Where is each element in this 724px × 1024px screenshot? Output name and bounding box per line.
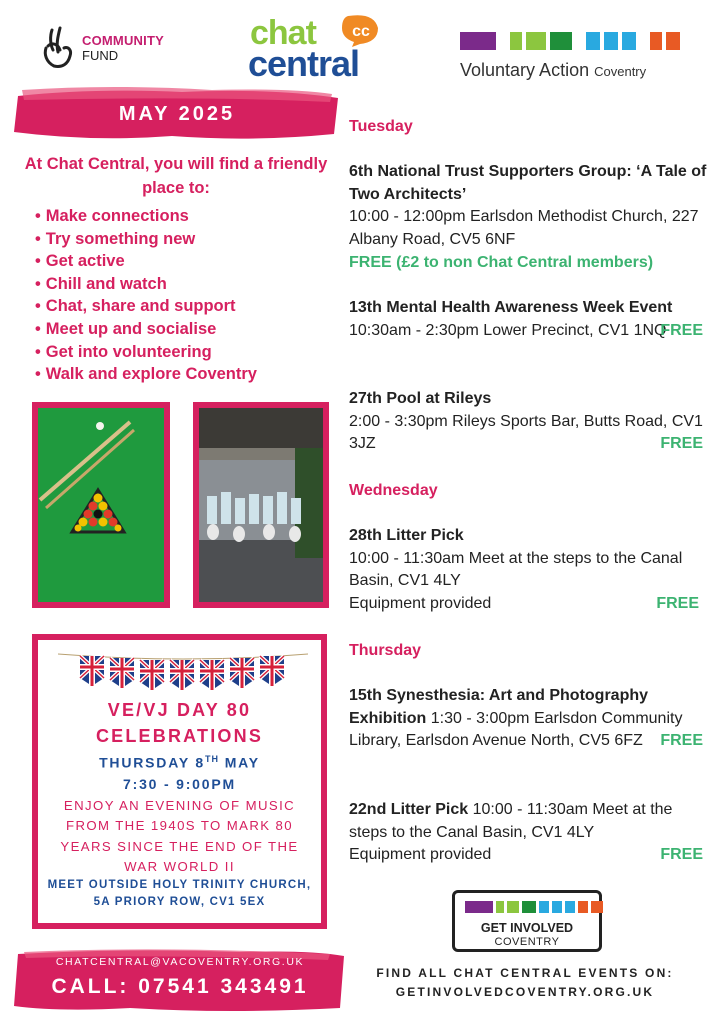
list-item: • Walk and explore Coventry [35, 363, 328, 386]
event-pool [349, 388, 707, 456]
ve-day-subtitle: CELEBRATIONS [95, 726, 264, 746]
get-involved-logo [452, 890, 602, 952]
chat-central-word-chat: chat [250, 14, 316, 52]
list-item: • Chat, share and support [35, 295, 328, 318]
contact-banner [10, 948, 350, 1014]
chat-central-logo [246, 10, 396, 84]
list-item: • Meet up and socialise [35, 318, 328, 341]
crossed-fingers-icon [38, 26, 78, 70]
voluntary-action-logo [460, 32, 700, 84]
event-details: 1:30 - 3:00pm Earlsdon Community Library, Earlsdon Avenue North, CV5 6FZ [349, 709, 683, 750]
event-title: 6th National Trust Supporters Group: ‘A Tale of Two Architects’ [349, 163, 707, 203]
pool-table-photo [32, 402, 170, 608]
day-heading-thursday: Thursday [349, 642, 422, 659]
event-title: 15th Synesthesia: Art and Photography Exhibition [349, 687, 649, 727]
event-title: 27th Pool at Rileys [349, 390, 492, 407]
find-events-text: FIND ALL CHAT CENTRAL EVENTS ON: [376, 966, 674, 980]
contact-phone[interactable]: CALL: 07541 343491 [51, 975, 309, 998]
ve-day-time: 7:30 - 9:00PM [123, 776, 236, 792]
event-litter-pick-1 [349, 525, 707, 616]
event-synesthesia [349, 685, 707, 753]
find-events-note [360, 964, 690, 1002]
ve-day-date: THURSDAY 8TH MAY [99, 754, 260, 771]
get-involved-subtitle: COVENTRY [494, 936, 560, 948]
event-price: FREE [660, 435, 703, 453]
event-extra: Equipment provided [349, 846, 492, 864]
event-litter-pick-2 [349, 799, 707, 867]
community-fund-line1: COMMUNITY [82, 33, 164, 48]
list-item: • Try something new [35, 228, 328, 251]
chat-central-word-central: central [248, 43, 360, 84]
day-heading-wednesday: Wednesday [349, 482, 438, 499]
ve-day-location: MEET OUTSIDE HOLY TRINITY CHURCH, 5A PRIORY ROW, CV1 5EX [47, 879, 312, 908]
event-extra: Equipment provided [349, 595, 492, 613]
chat-bubble-icon [338, 12, 384, 48]
intro-section [24, 152, 328, 386]
event-price: FREE [660, 321, 703, 339]
list-item: • Make connections [35, 205, 328, 228]
month-title: MAY 2025 [118, 103, 236, 125]
list-item: • Get active [35, 250, 328, 273]
event-trust [349, 161, 707, 275]
litter-pick-photo [193, 402, 329, 608]
event-price: FREE [656, 595, 699, 613]
contact-email[interactable]: CHATCENTRAL@VACOVENTRY.ORG.UK [55, 956, 305, 968]
list-item: • Get into volunteering [35, 341, 328, 364]
ve-day-title: VE/VJ DAY 80 [107, 700, 252, 720]
voluntary-action-colour-bars [460, 32, 700, 50]
chat-central-mark-text: cc [352, 23, 370, 40]
event-details: 10:00 - 11:30am Meet at the steps to the Canal Basin, CV1 4LY [349, 801, 673, 841]
event-details: 10:00 - 12:00pm Earlsdon Methodist Church, 227 Albany Road, CV5 6NF [349, 208, 699, 249]
event-title: 13th Mental Health Awareness Week Event [349, 299, 673, 316]
event-title: 28th Litter Pick [349, 527, 464, 544]
day-heading-tuesday: Tuesday [349, 118, 413, 135]
get-involved-title: GET INVOLVED [480, 921, 574, 935]
intro-list [24, 205, 328, 386]
voluntary-action-name: Voluntary Action Coventry [460, 60, 647, 80]
event-mental-health [349, 297, 707, 342]
intro-heading: At Chat Central, you will find a friendly place to: [24, 155, 328, 197]
event-price: FREE (£2 to non Chat Central members) [349, 253, 654, 271]
event-details: 2:00 - 3:30pm Rileys Sports Bar, Butts Road, CV1 3JZ [349, 412, 703, 453]
event-details: 10:30am - 2:30pm Lower Precinct, CV1 1NQ [349, 321, 667, 339]
community-fund-logo [38, 24, 188, 72]
event-details: 10:00 - 11:30am Meet at the steps to the Canal Basin, CV1 4LY [349, 549, 683, 590]
union-jack-bunting-icon [58, 648, 308, 708]
community-fund-line2: FUND [82, 48, 119, 63]
event-price: FREE [660, 846, 703, 864]
event-price: FREE [660, 732, 703, 750]
event-title: 22nd Litter Pick [349, 801, 469, 818]
ve-day-description: ENJOY AN EVENING OF MUSIC FROM THE 1940S TO MARK 80 YEARS SINCE THE END OF THE WAR WORLD II [60, 798, 299, 874]
list-item: • Chill and watch [35, 273, 328, 296]
month-banner [12, 86, 342, 142]
get-involved-colour-bars [465, 901, 603, 913]
find-events-link[interactable]: GETINVOLVEDCOVENTRY.ORG.UK [395, 985, 655, 999]
ve-day-box [32, 634, 327, 929]
